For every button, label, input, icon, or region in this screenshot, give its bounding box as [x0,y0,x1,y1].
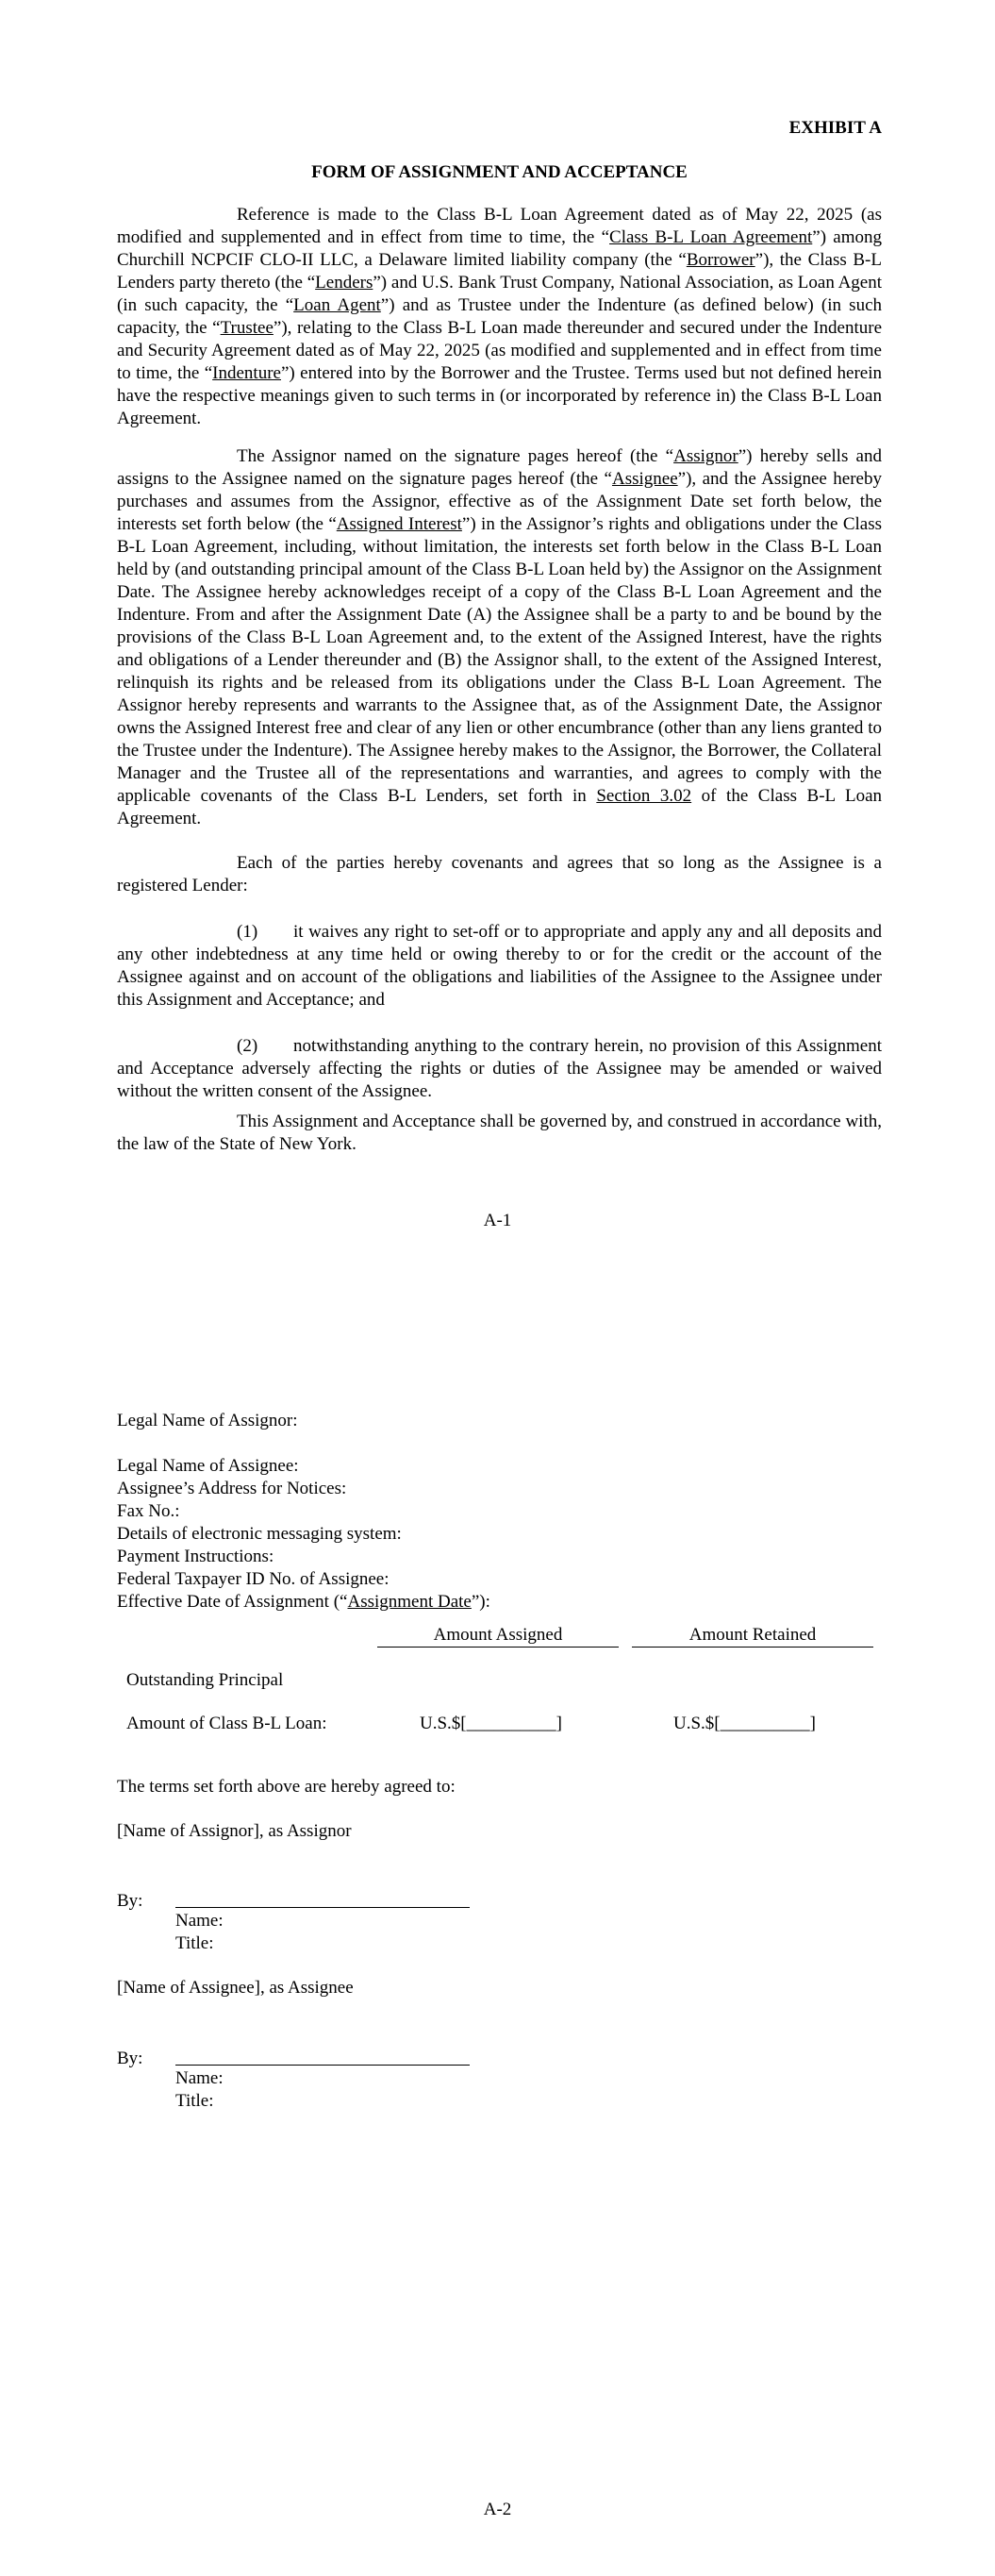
field-label: Details of electronic messaging system: [117,1524,402,1544]
assignee-fields [117,1455,490,1614]
assignee-signature-line[interactable] [175,2065,470,2066]
assignment-text-4: ”) in the Assignor’s rights and obligations under the Class B-L Loan Agreement, including, without limitation, the interests set forth below in the Class B-L Loan held by (and outstanding principal amount of the Class B-L Loan held by) the Assignor on the Assignment Date. The Assignee hereby acknowledges receipt of a copy of the Class B-L Loan Agreement and the Indenture. From and after the Assignment Date (A) the Assignee shall be a party to and be bound by the provisions of the Class B-L Loan Agreement and, to the extent of the Assigned Interest, have the rights and obligations of a Lender thereunder and (B) the Assignor shall, to the extent of the Assigned Interest, relinquish its rights and be released from its obligations under the Class B-L Loan Agreement. The Assignor hereby represents and warrants to the Assignee that, as of the Assignment Date, the Assignor owns the Assigned Interest free and clear of any lien or other encumbrance (other than any liens granted to the Trustee under the Indenture). The Assignee hereby makes to the Assignor, the Borrower, the Collateral Manager and the Trustee all of the representations and warranties, and agrees to comply with the applicable covenants of the Class B-L Lenders, set forth in [117,514,883,806]
field-label: Fax No.: [117,1501,180,1521]
effective-date-suffix: ”): [471,1592,490,1612]
reference-text-3: ”), the Class B-L Lenders party thereto (the “ [117,250,882,293]
item-text: notwithstanding anything to the contrary herein, no provision of this Assignment and Acceptance adversely affecting the rights or duties of the Assignee may be amended or waived without the written consent of the Assignee. [117,1036,882,1101]
assignor-by-label: By: [117,1891,143,1911]
reference-text-5: ”) and as Trustee under the Indenture (as defined below) (in such capacity, the “ [117,295,882,338]
class-bl-amount-label: Amount of Class B-L Loan: [126,1714,327,1733]
exhibit-label: EXHIBIT A [788,118,882,138]
assignee-title-label: Title: [175,2091,214,2111]
amount-retained-header: Amount Retained [688,1625,817,1645]
reference-text-1: Reference is made to the Class B-L Loan Agreement dated as of May 22, 2025 (as modified and supplemented and in effect from time to time, the “ [117,205,882,247]
page-number: A-1 [483,1211,512,1230]
assignment-text-3: ”), and the Assignee hereby purchases and assumes from the Assignor, effective as of the Assignment Date set forth below, the interests set forth below (the “ [117,469,882,534]
defined-term-assignee: Assignee [611,469,678,489]
amount-retained-value[interactable]: U.S.$[__________] [673,1714,816,1733]
document-title: FORM OF ASSIGNMENT AND ACCEPTANCE [311,162,688,182]
agreement-statement: The terms set forth above are hereby agreed to: [117,1777,456,1797]
assignor-name-label: Name: [175,1911,224,1931]
governing-law-paragraph: This Assignment and Acceptance shall be governed by, and construed in accordance with, the law of the State of New York. [117,1112,882,1154]
amount-assigned-underline [377,1647,619,1648]
amount-assigned-value[interactable]: U.S.$[__________] [420,1714,562,1733]
field-label: Legal Name of Assignee: [117,1456,299,1476]
item-number: (2) [237,1036,258,1056]
assignment-text-1: The Assignor named on the signature pages hereof (the “ [237,446,674,466]
defined-term-assigned-interest: Assigned Interest [336,514,462,534]
reference-text-7: ”) entered into by the Borrower and the Trustee. Terms used but not defined herein have the respective meanings given to such terms in (or incorporated by reference in) the Class B-L Loan Agreement. [117,363,882,428]
defined-term-lenders: Lenders [315,273,373,293]
assignment-paragraph [117,445,882,830]
section-reference: Section 3.02 [596,786,692,806]
assignee-by-label: By: [117,2049,143,2068]
assignment-text-2: ”) hereby sells and assigns to the Assignee named on the signature pages hereof (the “ [117,446,882,489]
field-label: Federal Taxpayer ID No. of Assignee: [117,1569,390,1589]
page-number: A-2 [483,2500,512,2519]
amount-assigned-header: Amount Assigned [433,1625,563,1645]
field-label: Payment Instructions: [117,1547,274,1566]
effective-date-label [117,1591,490,1614]
legal-name-assignor-label: Legal Name of Assignor: [117,1411,298,1430]
defined-term-trustee: Trustee [220,318,274,338]
item-number: (1) [237,922,258,942]
covenant-item-2 [117,1035,882,1103]
amount-retained-underline [632,1647,873,1648]
assignor-party-name: [Name of Assignor], as Assignor [117,1821,352,1841]
defined-term-assignment-date: Assignment Date [347,1592,472,1612]
covenant-item-1 [117,921,882,1012]
field-label: Assignee’s Address for Notices: [117,1479,347,1498]
reference-text-2: ”) among Churchill NCPCIF CLO-II LLC, a Delaware limited liability company (the “ [117,227,882,270]
defined-term-assignor: Assignor [673,446,738,466]
covenants-paragraph: Each of the parties hereby covenants and agrees that so long as the Assignee is a registered Lender: [117,853,882,895]
outstanding-principal-label: Outstanding Principal [126,1670,284,1690]
item-text: it waives any right to set-off or to appropriate and apply any and all deposits and any other indebtedness at any time held or owing thereby to or for the credit or the account of the Assignee against and on account of the obligations and liabilities of the Assignee to the Assignee under this Assignment and Acceptance; and [117,922,882,1010]
assignor-signature-line[interactable] [175,1907,470,1908]
reference-paragraph [117,204,882,430]
assignment-text-5: of the Class B-L Loan Agreement. [117,786,883,828]
defined-term-loan-agreement: Class B-L Loan Agreement [609,227,813,247]
assignor-title-label: Title: [175,1933,214,1953]
assignee-name-label: Name: [175,2068,224,2088]
assignee-party-name: [Name of Assignee], as Assignee [117,1978,354,1998]
reference-text-6: ”), relating to the Class B-L Loan made thereunder and secured under the Indenture and Security Agreement dated as of May 22, 2025 (as modified and supplemented and in effect from time to time, the “ [117,318,883,383]
defined-term-loan-agent: Loan Agent [293,295,381,315]
defined-term-borrower: Borrower [686,250,755,270]
reference-text-4: ”) and U.S. Bank Trust Company, National Association, as Loan Agent (in such capacity, the “ [117,273,882,315]
defined-term-indenture: Indenture [212,363,281,383]
effective-date-prefix: Effective Date of Assignment (“ [117,1592,348,1612]
